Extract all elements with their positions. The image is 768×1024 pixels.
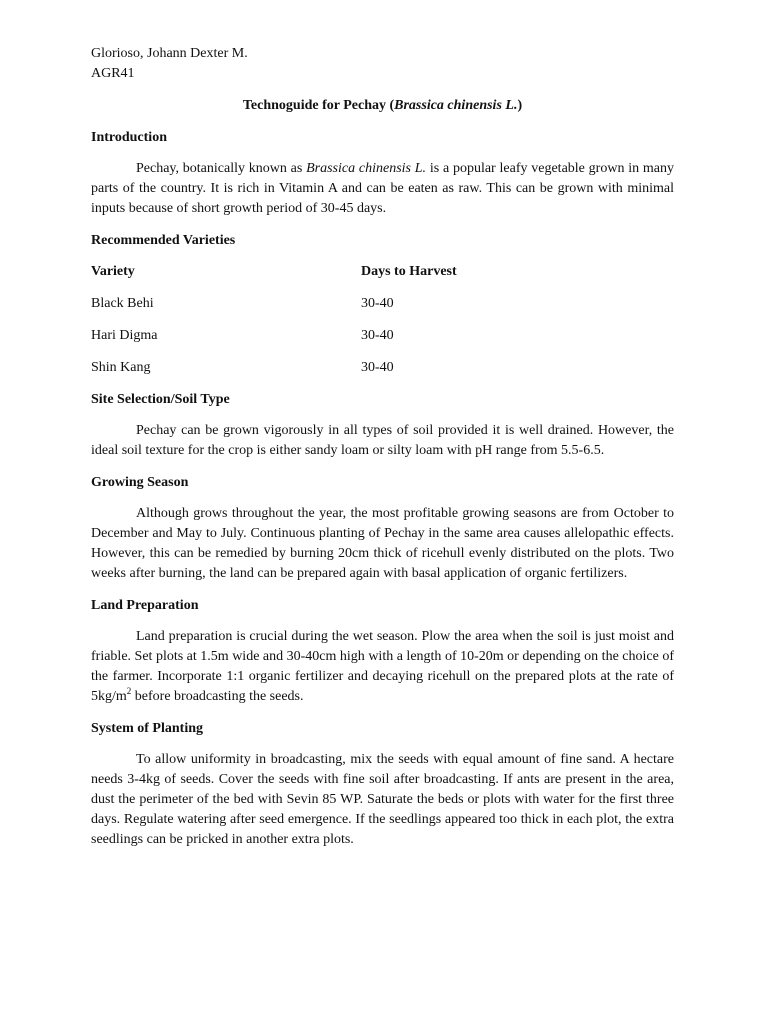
varieties-table: [91, 262, 674, 378]
variety-name: Black Behi: [91, 296, 154, 311]
site-selection-heading: Site Selection/Soil Type: [91, 392, 230, 407]
table-row: [91, 294, 674, 314]
introduction-text-before: Pechay, botanically known as: [136, 161, 307, 176]
growing-season-paragraph: Although grows throughout the year, the most profitable growing seasons are from October to December and May to July. Continuous planting of Pechay in the same area causes allelopathic effects. However, this can be remedied by burning 20cm thick of ricehull evenly distributed on the plots. Two weeks after burning, the land can be prepared again with basal application of organic fertilizers.: [91, 506, 674, 581]
superscript: 2: [126, 686, 132, 696]
land-preparation-heading: Land Preparation: [91, 598, 199, 613]
course-code: AGR41: [91, 66, 135, 81]
days-to-harvest: 30-40: [361, 328, 394, 343]
column-header-variety: Variety: [91, 264, 135, 279]
table-row: [91, 358, 674, 378]
land-preparation-text-before: Land preparation is crucial during the wet season. Plow the area when the soil is just moist and friable. Set plots at 1.5m wide and 30-40cm high with a length of 10-20m or depending on the choice of the farmer. Incorporate 1:1 organic fertilizer and decaying ricehull on the prepared plots at the rate of 5kg/m: [91, 629, 674, 704]
system-of-planting-paragraph: To allow uniformity in broadcasting, mix the seeds with equal amount of fine sand. A hectare needs 3-4kg of seeds. Cover the seeds with fine soil after broadcasting. If ants are present in the area, dust the perimeter of the bed with Sevin 85 WP. Saturate the beds or plots with water for the first three days. Regulate watering after seed emergence. If the seedlings appeared too thick in each plot, the extra seedlings can be pricked in another extra plots.: [91, 752, 674, 847]
site-selection-paragraph: Pechay can be grown vigorously in all types of soil provided it is well drained. However, the ideal soil texture for the crop is either sandy loam or silty loam with pH range from 5.5-6.5.: [91, 423, 674, 458]
introduction-heading: Introduction: [91, 130, 167, 145]
title-suffix: ): [517, 98, 523, 113]
introduction-paragraph: [91, 159, 674, 219]
introduction-scientific-name: Brassica chinensis L.: [306, 161, 427, 176]
growing-season-heading: Growing Season: [91, 475, 189, 490]
document-title: [91, 96, 674, 116]
varieties-heading: Recommended Varieties: [91, 233, 236, 248]
land-preparation-paragraph: [91, 627, 674, 707]
variety-name: Shin Kang: [91, 360, 151, 375]
days-to-harvest: 30-40: [361, 360, 394, 375]
table-row: [91, 326, 674, 346]
author-name: Glorioso, Johann Dexter M.: [91, 46, 248, 61]
column-header-days-to-harvest: Days to Harvest: [361, 264, 457, 279]
introduction-text-after: is a popular leafy vegetable grown in many parts of the country. It is rich in Vitamin A and can be eaten as raw. This can be grown with minimal inputs because of short growth period of 30-45 days.: [91, 161, 674, 216]
varieties-table-header: [91, 262, 674, 282]
system-of-planting-heading: System of Planting: [91, 721, 203, 736]
title-scientific-name: Brassica chinensis L.: [394, 98, 518, 113]
land-preparation-text-after: before broadcasting the seeds.: [131, 689, 304, 704]
title-prefix: Technoguide for Pechay (: [242, 98, 395, 113]
days-to-harvest: 30-40: [361, 296, 394, 311]
variety-name: Hari Digma: [91, 328, 158, 343]
